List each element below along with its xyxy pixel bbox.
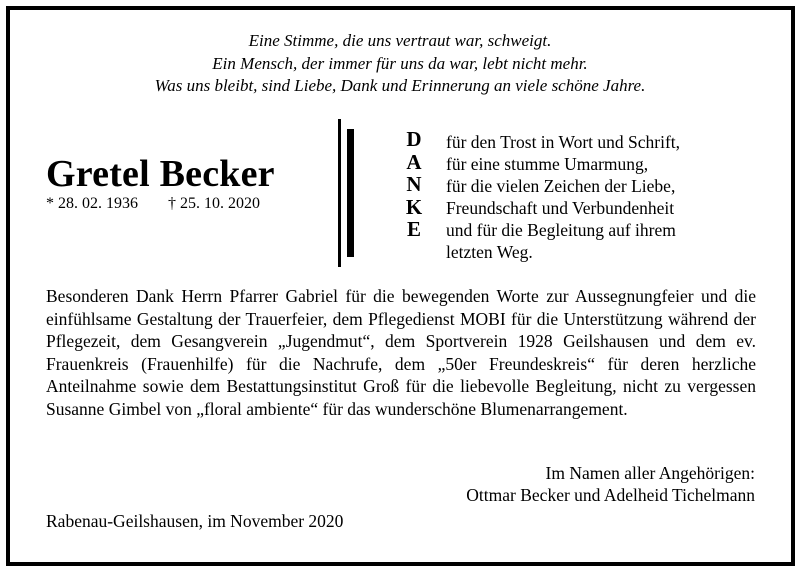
danke-vertical-word <box>399 128 429 241</box>
thanks-line: und für die Begleitung auf ihrem <box>446 220 676 240</box>
signature-block <box>466 462 755 506</box>
memorial-quote <box>0 30 800 98</box>
danke-letter: K <box>405 194 423 219</box>
signature-names: Ottmar Becker und Adelheid Tichelmann <box>466 485 755 505</box>
deceased-name: Gretel Becker <box>46 153 275 195</box>
quote-line: Ein Mensch, der immer für uns da war, lebt nicht mehr. <box>212 53 588 73</box>
thanks-line: letzten Weg. <box>446 242 533 262</box>
birth-date: * 28. 02. 1936 <box>46 195 138 212</box>
danke-letter: E <box>406 217 421 241</box>
signature-intro: Im Namen aller Angehörigen: <box>545 463 755 483</box>
death-date: † 25. 10. 2020 <box>168 195 260 212</box>
divider-thin-bar <box>338 119 341 267</box>
danke-letter: A <box>406 149 422 174</box>
danke-letter: D <box>406 127 422 151</box>
thanks-line: für eine stumme Umarmung, <box>446 154 649 174</box>
place-and-date: Rabenau-Geilshausen, im November 2020 <box>46 511 344 531</box>
life-dates <box>46 195 260 213</box>
divider-thick-bar <box>347 129 354 257</box>
acknowledgement-paragraph: Besonderen Dank Herrn Pfarrer Gabriel für die bewegenden Worte zur Aussegnungfeier und die einfühlsame Gestaltung der Trauerfeier, dem Pflegedienst MOBI für die Unterstützung während der Pflegezeit, dem Gesangverein „Jugendmut“, dem Sportverein 1928 Geilshausen und dem ev. Frauenkreis (Frauenhilfe) für die Nachrufe, dem „50er Freundeskreis“ für deren herzliche Anteilnahme sowie dem Bestattungsinstitut Groß für die liebevolle Begleitung, nicht zu vergessen Susanne Gimbel von „floral ambiente“ für das wunderschöne Blumenarrangement. <box>46 286 756 419</box>
quote-line: Eine Stimme, die uns vertraut war, schweigt. <box>248 31 552 50</box>
thanks-line: für die vielen Zeichen der Liebe, <box>446 176 676 196</box>
thanks-line: für den Trost in Wort und Schrift, <box>446 132 681 152</box>
thanks-list <box>446 131 680 263</box>
danke-letter: N <box>406 172 422 196</box>
thanks-line: Freundschaft und Verbundenheit <box>446 198 675 218</box>
quote-line: Was uns bleibt, sind Liebe, Dank und Erinnerung an viele schöne Jahre. <box>154 76 646 95</box>
